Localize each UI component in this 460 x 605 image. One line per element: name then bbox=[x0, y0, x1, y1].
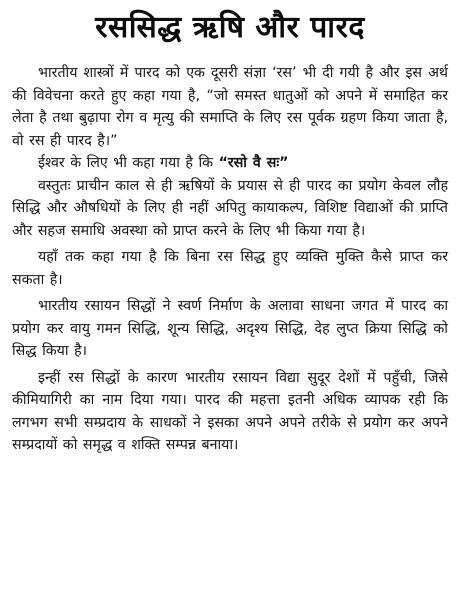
paragraph-5: भारतीय रसायन सिद्धों ने स्वर्ण निर्माण के अलावा साधना जगत में पारद का प्रयोग कर वायु गमन सिद्धि, शून्य सिद्धि, अदृश्य सिद्धि, देह लुप्त क्रिया सिद्धि को सिद्ध किया है। bbox=[12, 298, 448, 359]
document-title: रससिद्ध ऋषि और पारद bbox=[95, 10, 365, 45]
paragraph-2-text: ईश्वर के लिए भी कहा गया है कि bbox=[38, 155, 219, 171]
paragraph-2 bbox=[12, 152, 448, 175]
paragraph-3: वस्तुतः प्राचीन काल से ही ऋषियों के प्रयास से ही पारद का प्रयोग केवल लौह सिद्धि और औषधियों के लिए ही नहीं अपितु कायाकल्प, विशिष्ट विद्याओं की प्राप्ति और सहज समाधि अवस्था को प्राप्त करने के लिए भी किया गया है। bbox=[12, 177, 448, 239]
paragraph-1: भारतीय शास्त्रों में पारद को एक दूसरी संज्ञा ‘रस’ भी दी गयी है और इस अर्थ की विवेचना करते हुए कहा गया है, “जो समस्त धातुओं को अपने में समाहित कर लेता है तथा बुढ़ापा रोग व मृत्यु की समाप्ति के लिए रस पूर्वक ग्रहण किया जाता है, वो रस ही पारद है।” bbox=[12, 65, 448, 149]
paragraph-6: इन्हीं रस सिद्धों के कारण भारतीय रसायन विद्या सुदूर देशों में पहुँची, जिसे कीमियागिरी का नाम दिया गया। पारद की महत्ता इतनी अधिक व्यापक रही कि लगभग सभी सम्प्रदाय के साधकों ने इसका अपने अपने तरीके से प्रयोग कर अपने सम्प्रदायों को समृद्ध व शक्ति सम्पन्न बनाया। bbox=[12, 369, 448, 453]
paragraph-4: यहाँ तक कहा गया है कि बिना रस सिद्ध हुए व्यक्ति मुक्ति कैसे प्राप्त कर सकता है। bbox=[12, 249, 448, 288]
paragraph-2-bold-quote: “रसो वै सः” bbox=[218, 155, 289, 171]
